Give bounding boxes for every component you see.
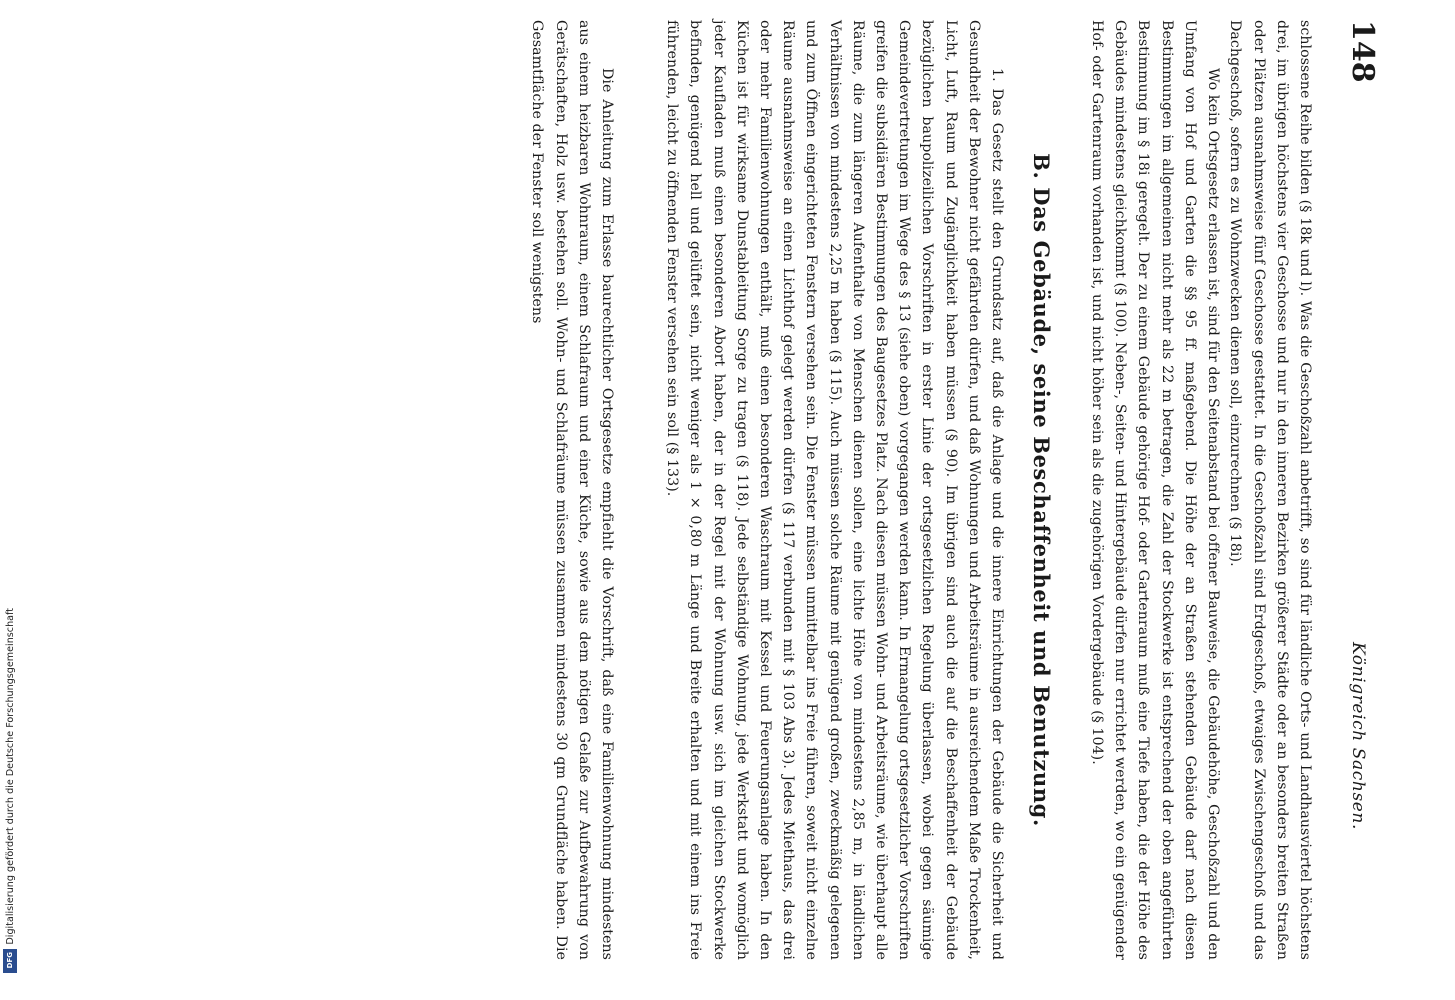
rotated-page [130, 20, 1380, 960]
credit-text: Digitalisierung gefördert durch die Deutsche Forschungsgemeinschaft [4, 608, 16, 945]
paragraph-anleitung: Die Anleitung zum Erlasse baurechtlicher Ortsgesetze empfiehlt die Vorschrift, daß eine Familienwohnung mindestens aus einem heizbaren Wohnraum, einem Schlafraum und einer Küche, sowie aus dem nötigen Gelaße zur Aufbewahrung von Gerätschaften, Holz usw. bestehen soll. Wohn- und Schlafräume müssen zusammen mindestens 30 qm Grundfläche haben. Die Gesamtfläche der Fenster soll wenigstens [529, 20, 615, 960]
page-number: 148 [1345, 20, 1380, 83]
dfg-logo: DFG [3, 949, 17, 973]
section-heading: B. Das Gebäude, seine Beschaffenheit und Benutzung. [1029, 153, 1054, 827]
paragraph-geschosszahl: schlossene Reihe bilden (§ 18k und l). Was die Geschoßzahl anbetrifft, so sind für ländliche Orts- und Landhausviertel höchstens drei, im übrigen höchstens vier Geschosse und nur in den inneren Bezirken größerer Städte oder an besonders breiten Straßen oder Plätzen ausnahmsweise fünf Geschosse gestattet. In die Geschoßzahl sind Erdgeschoß, etwaiges Zwischengeschoß und das Dachgeschoß, sofern es zu Wohnzwecken dienen soll, einzurechnen (§ 18i). [1227, 20, 1313, 960]
paragraph-seitenabstand: Wo kein Ortsgesetz erlassen ist, sind für den Seitenabstand bei offener Bauweise, die Gebäudehöhe, Geschoßzahl und den Umfang von Hof und Garten die §§ 95 ff. maßgebend. Die Höhe der an Straßen stehenden Gebäude darf nach diesen Bestimmungen im allgemeinen nicht mehr als 22 m betragen, die Zahl der Stockwerke ist entsprechend der oben angeführten Bestimmung im § 18i geregelt. Der zu einem Gebäude gehörige Hof- oder Gartenraum muß eine Tiefe haben, die der Höhe des Gebäudes mindestens gleichkommt (§ 100). Neben-, Seiten- und Hintergebäude dürfen nur errichtet werden, wo ein genügender Hof- oder Gartenraum vorhanden ist, und nicht höher sein als die zugehörigen Vordergebäude (§ 104). [1088, 20, 1221, 960]
paragraph-grundsatz: 1. Das Gesetz stellt den Grundsatz auf, daß die Anlage und die innere Einrichtungen der Gebäude die Sicherheit und Gesundheit der Bewohner nicht gefährden dürfen, und daß Wohnungen und Arbeitsräume in ausreichendem Maße Trockenheit, Licht, Luft, Raum und Zugänglichkeit haben müssen (§ 90). Im übrigen sind auch die auf die Beschaffenheit der Gebäude bezüglichen baupolizeilichen Vorschriften in erster Linie der ortsgesetzlichen Regelung überlassen, wobei gegen säumige Gemeindevertretungen im Wege des § 13 (siehe oben) vorgegangen werden kann. In Ermangelung ortsgesetzlicher Vorschriften greifen die subsidiären Bestimmungen des Baugesetzes Platz. Nach diesen müssen Wohn- und Arbeitsräume, wie überhaupt alle Räume, die zum längeren Aufenthalte von Menschen dienen sollen, eine lichte Höhe von mindestens 2,85 m, in ländlichen Verhältnissen von mindestens 2,25 m haben (§ 115). Auch müssen solche Räume mit genügend großen, zweckmäßig gelegenen und zum Öffnen eingerichteten Fenstern versehen sein. Die Fenster müssen unmittelbar ins Freie führen, soweit nicht einzelne Räume ausnahmsweise an einen Lichthof gelegt werden dürfen (§ 117 verbunden mit § 103 Abs 3). Jedes Miethaus, das drei oder mehr Familienwohnungen enthält, muß einen besonderen Waschraum mit Kessel und Feuerungsanlage haben. In den Küchen ist für wirksame Dunstableitung Sorge zu tragen (§ 118). Jede selbständige Wohnung, jede Werkstatt und womöglich jeder Kaufladen muß einen besonderen Abort haben, der in der Regel mit der Wohnung usw. sich im gleichen Stockwerke befinden, genügend hell und gelüftet sein, nicht weniger als 1 × 0,80 m Länge und Breite erhalten und mit einem ins Freie führenden, leicht zu öffnenden Fenster versehen sein soll (§ 133). [664, 20, 1005, 960]
page-header [1336, 20, 1380, 960]
digitization-credit [0, 608, 20, 1000]
running-title: Königreich Sachsen. [1348, 641, 1368, 830]
